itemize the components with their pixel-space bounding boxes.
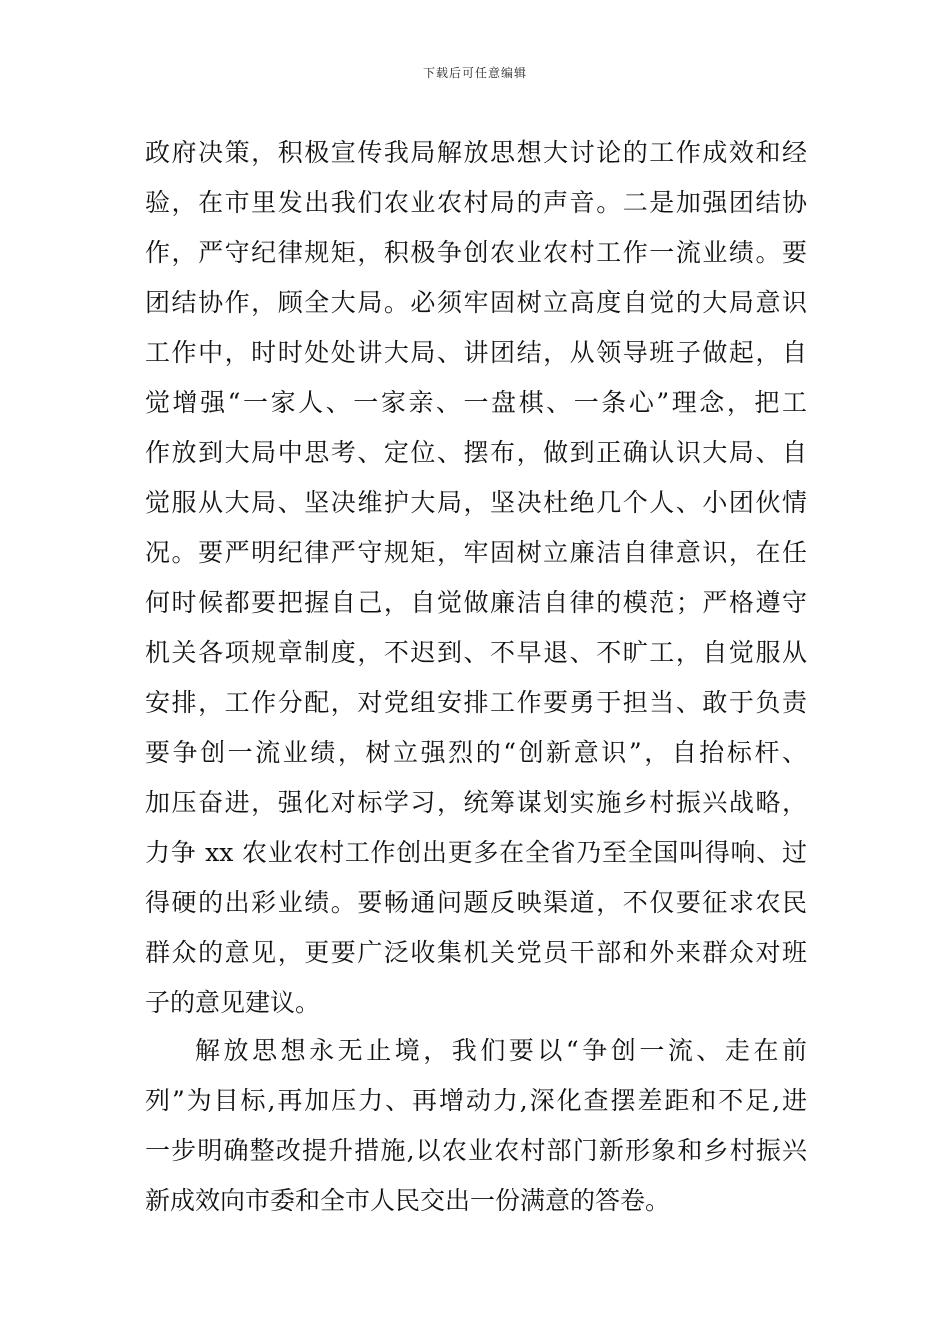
text-line: 验，在市里发出我们农业农村局的声音。二是加强团结协 [145,188,807,217]
text-line: 列”为目标,再加压力、再增动力,深化查摆差距和不足,进 [145,1086,807,1115]
text-line: 觉服从大局、坚决维护大局，坚决杜绝几个人、小团伙情 [145,488,807,517]
text-line: 工作中，时时处处讲大局、讲团结，从领导班子做起，自 [145,338,807,367]
text-line: 政府决策，积极宣传我局解放思想大讨论的工作成效和经 [145,138,807,167]
paragraph-2 [145,1026,807,1226]
text-line: 作放到大局中思考、定位、摆布，做到正确认识大局、自 [145,438,807,467]
text-line: 子的意见建议。 [145,988,321,1017]
text-line: 一步明确整改提升措施,以农业农村部门新形象和乡村振兴 [145,1136,807,1165]
text-line: 力争 xx 农业农村工作创出更多在全省乃至全国叫得响、过 [145,838,807,867]
text-line: 团结协作，顾全大局。必须牢固树立高度自觉的大局意识 [145,288,807,317]
text-line: 机关各项规章制度，不迟到、不早退、不旷工，自觉服从 [145,638,807,667]
text-line: 作，严守纪律规矩，积极争创农业农村工作一流业绩。要 [145,238,807,267]
text-line: 加压奋进，强化对标学习，统筹谋划实施乡村振兴战略， [145,788,807,817]
text-line: 况。要严明纪律严守规矩，牢固树立廉洁自律意识，在任 [145,538,807,567]
text-line: 解放思想永无止境，我们要以“争创一流、走在前 [195,1036,807,1065]
text-line: 新成效向市委和全市人民交出一份满意的答卷。 [145,1186,671,1215]
text-line: 觉增强“一家人、一家亲、一盘棋、一条心”理念，把工 [145,388,807,417]
paragraph-1 [145,128,807,1028]
page-header: 下载后可任意编辑 [422,66,527,80]
text-line: 群众的意见，更要广泛收集机关党员干部和外来群众对班 [145,938,807,967]
text-line: 安排，工作分配，对党组安排工作要勇于担当、敢于负责 [145,688,807,717]
text-line: 得硬的出彩业绩。要畅通问题反映渠道，不仅要征求农民 [145,888,807,917]
text-line: 要争创一流业绩，树立强烈的“创新意识”，自抬标杆、 [145,738,807,767]
text-line: 何时候都要把握自己，自觉做廉洁自律的模范；严格遵守 [145,588,807,617]
